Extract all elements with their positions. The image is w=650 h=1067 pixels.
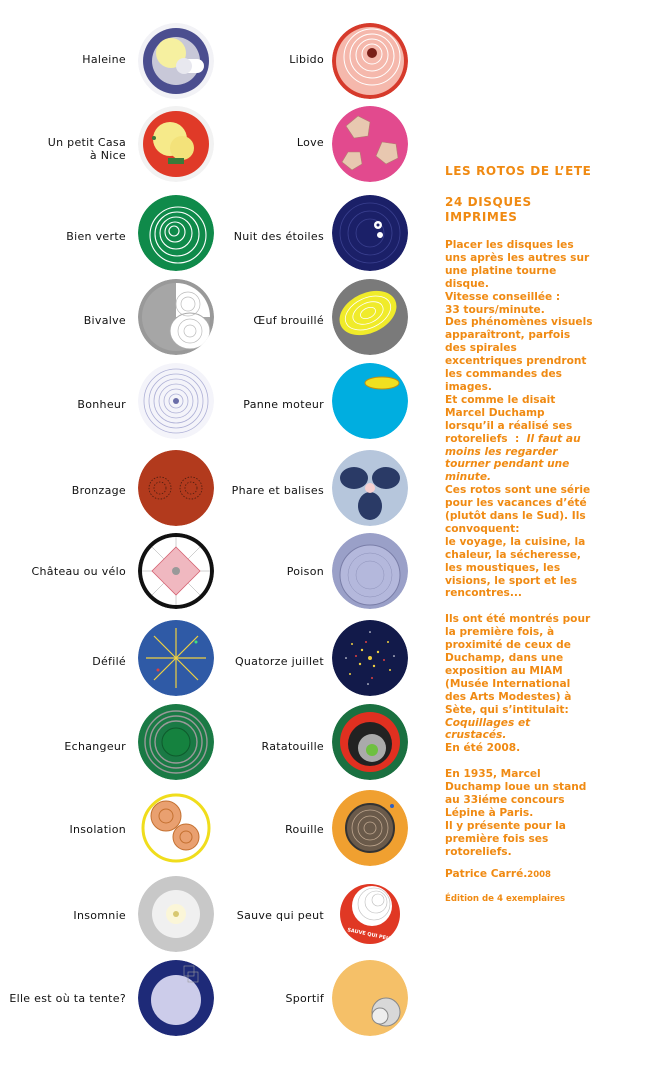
p1-rotoreliefs: rotoreliefs : <box>445 432 527 445</box>
p2-l6: des Arts Modestes) à <box>445 690 572 703</box>
p1-l11: images. <box>445 380 492 393</box>
sidebar-subtitle-line1: 24 DISQUES <box>445 195 532 209</box>
signature-name: Patrice Carré. <box>445 868 528 880</box>
p3-l3: Lépine à Paris. <box>445 806 534 819</box>
label-love: Love <box>296 136 324 149</box>
p2-italic1: crustacés. <box>445 729 507 742</box>
p2-l7: Sète, qui s’intitulait: <box>445 703 569 716</box>
p2-l2: proximité de ceux de <box>445 639 571 652</box>
p1-quote1: Il faut au <box>526 432 581 445</box>
p1-l10: les commandes des <box>445 368 562 381</box>
p1b-l4: le voyage, la cuisine, la <box>445 535 586 548</box>
p2-l1: la première fois, à <box>445 626 555 639</box>
p1b-l2: (plutôt dans le Sud). Ils <box>445 510 586 523</box>
disc-oeuf <box>332 279 408 355</box>
disc-bonheur <box>138 363 214 439</box>
para-1 <box>445 239 600 600</box>
sidebar-title: LES ROTOS DE L’ETE <box>445 164 592 178</box>
p1-quote3: tourner pendant une <box>445 458 570 471</box>
label-bonheur: Bonheur <box>77 398 126 411</box>
p3-l6: rotoreliefs. <box>445 845 512 858</box>
signature-year: 2008 <box>527 870 551 880</box>
p2-l4: exposition au MIAM <box>445 664 563 677</box>
disc-quatorze <box>332 620 408 696</box>
p1-l5: 33 tours/minute. <box>445 303 545 316</box>
p1-l6: Des phénomènes visuels <box>445 316 593 329</box>
label-echangeur: Echangeur <box>64 740 126 753</box>
disc-bronzage <box>138 450 214 526</box>
p1b-l7: visions, le sport et les <box>445 574 578 587</box>
disc-bivalve <box>138 279 214 355</box>
p2-end: En été 2008. <box>445 742 521 755</box>
label-ratatouille: Ratatouille <box>261 740 324 753</box>
p2-l0: Ils ont été montrés pour <box>445 613 591 626</box>
sidebar-subtitle <box>445 195 585 225</box>
p3-l4: Il y présente pour la <box>445 819 566 832</box>
disc-nuit <box>332 195 408 271</box>
p3-l1: Duchamp loue un stand <box>445 781 587 794</box>
label-defile: Défilé <box>92 655 126 668</box>
label-bivalve: Bivalve <box>83 314 126 327</box>
p1b-l5: chaleur, la sécheresse, <box>445 548 581 561</box>
disc-tente <box>138 960 214 1036</box>
disc-insolation <box>138 790 214 866</box>
label-insomnie: Insomnie <box>73 909 126 922</box>
disc-echangeur <box>138 704 214 780</box>
disc-insomnie <box>138 876 214 952</box>
p1-quote2: moins les regarder <box>445 445 558 458</box>
label-libido: Libido <box>289 53 324 66</box>
label-panne: Panne moteur <box>243 398 324 411</box>
p1b-l8: rencontres... <box>445 587 522 600</box>
disc-chateau <box>138 533 214 609</box>
p2-l5: (Musée International <box>445 677 571 690</box>
p1-l12: Et comme le disait <box>445 393 556 406</box>
label-tente: Elle est où ta tente? <box>9 992 126 1005</box>
p1-l8: des spirales <box>445 342 517 355</box>
label-casa <box>48 136 126 162</box>
label-poison: Poison <box>286 565 324 578</box>
p1b-l0: Ces rotos sont une série <box>445 484 591 497</box>
disc-libido <box>332 23 408 99</box>
disc-sportif <box>332 960 408 1036</box>
p2-l3: Duchamp, dans une <box>445 651 564 664</box>
p1-l14: lorsqu’il a réalisé ses <box>445 419 573 432</box>
disc-sauve-text: SAUVE QUI PEUT <box>346 927 394 943</box>
disc-defile <box>138 620 214 696</box>
p1-l1: uns après les autres sur <box>445 251 590 264</box>
label-phare: Phare et balises <box>231 484 324 497</box>
label-oeuf: Œuf brouillé <box>253 314 324 327</box>
p1b-l1: pour les vacances d’été <box>445 497 587 510</box>
disc-ratatouille <box>332 704 408 780</box>
p1-quote4: minute. <box>445 471 492 484</box>
label-casa-line1: Un petit Casa <box>47 136 126 149</box>
p1-l7: apparaîtront, parfois <box>445 329 571 342</box>
p2-italic0: Coquillages et <box>445 716 531 729</box>
disc-love <box>332 106 408 182</box>
p3-l5: première fois ses <box>445 832 549 845</box>
p3-l0: En 1935, Marcel <box>445 768 541 781</box>
para-2 <box>445 613 600 755</box>
label-quatorze: Quatorze juillet <box>234 655 324 668</box>
edition-note: Édition de 4 exemplaires <box>445 894 566 904</box>
disc-sauve <box>332 876 408 952</box>
label-rouille: Rouille <box>285 823 324 836</box>
p1-l0: Placer les disques les <box>445 239 574 251</box>
p3-l2: au 33iéme concours <box>445 793 565 806</box>
label-chateau: Château ou vélo <box>31 565 126 578</box>
p1-l13: Marcel Duchamp <box>445 406 545 419</box>
sidebar-subtitle-line2: IMPRIMES <box>445 210 518 224</box>
p1-l3: disque. <box>445 277 489 290</box>
p1-l9: excentriques prendront <box>445 355 587 368</box>
p1b-l3: convoquent: <box>445 522 520 535</box>
label-sportif: Sportif <box>285 992 324 1005</box>
label-insolation: Insolation <box>69 823 126 836</box>
label-bronzage: Bronzage <box>71 484 126 497</box>
p1-l2: une platine tourne <box>445 264 557 277</box>
label-bien-verte: Bien verte <box>66 230 126 243</box>
disc-bien-verte <box>138 195 214 271</box>
label-sauve: Sauve qui peut <box>236 909 324 922</box>
p1-l4: Vitesse conseillée : <box>445 290 561 303</box>
p1b-l6: les moustiques, les <box>445 561 561 574</box>
label-nuit: Nuit des étoiles <box>233 230 324 243</box>
disc-panne <box>332 363 408 439</box>
disc-phare <box>332 450 408 526</box>
disc-haleine <box>138 23 214 99</box>
para-3 <box>445 768 600 858</box>
disc-poison <box>332 533 408 609</box>
signature <box>445 868 551 880</box>
sidebar-body <box>445 239 600 858</box>
disc-casa <box>138 106 214 182</box>
label-casa-line2: à Nice <box>89 149 126 162</box>
label-haleine: Haleine <box>82 53 126 66</box>
disc-rouille <box>332 790 408 866</box>
